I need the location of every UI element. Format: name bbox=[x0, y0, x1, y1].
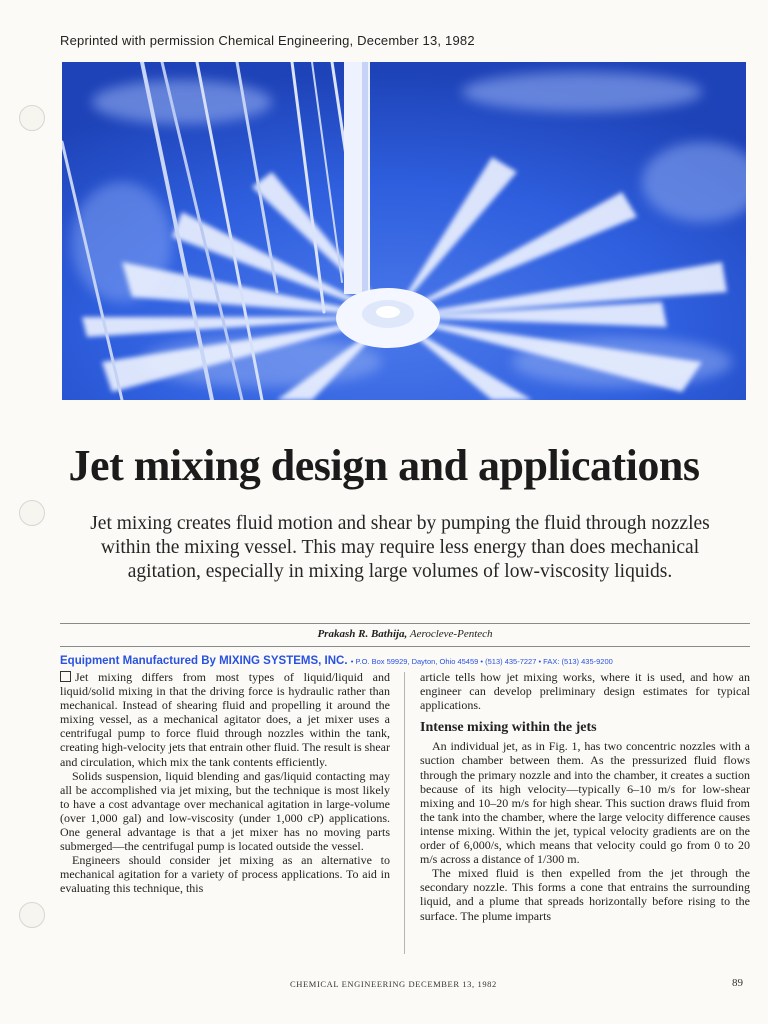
running-footer: CHEMICAL ENGINEERING DECEMBER 13, 1982 bbox=[290, 979, 497, 989]
article-deck: Jet mixing creates fluid motion and shear by pumping the fluid through nozzles within the mixing vessel. This may require less energy than does mechanical agitation, especially in mixing large volumes of low-viscosity liquids. bbox=[90, 513, 710, 582]
manufacturer-banner bbox=[60, 655, 613, 667]
checkbox-icon bbox=[60, 671, 71, 682]
column-divider bbox=[404, 672, 405, 954]
section-heading: Intense mixing within the jets bbox=[420, 720, 597, 736]
paragraph: Jet mixing differs from most types of liquid/liquid and liquid/solid mixing in that the driving force is hydraulic rather than mechanical. Instead of shearing fluid and propelling it around the mixing vessel, as a mechanical agitator does, a jet mixer uses a centrifugal pump to force fluid through nozzles within the tank, creating high-velocity jets that entrain other fluid. The result is shear and circulation, which mix the tank contents efficiently. bbox=[60, 670, 390, 769]
paragraph: An individual jet, as in Fig. 1, has two concentric nozzles with a suction chamber between them. As the pressurized fluid flows through the primary nozzle and into the chamber, it creates a suction because of its high velocity—typically 6–10 m/s for low-shear mixing and 10–20 m/s for high shear. This suction draws fluid from the tank into the chamber, where the large velocity difference causes intense mixing. Within the jet, typical velocity gradients are on the order of 6,000/s, which means that velocity could go from 0 to 20 m/s across a distance of 1/300 m. bbox=[420, 739, 750, 867]
left-column bbox=[60, 670, 390, 896]
reprint-notice: Reprinted with permission Chemical Engineering, December 13, 1982 bbox=[60, 33, 475, 48]
paragraph: Solids suspension, liquid blending and gas/liquid contacting may all be accomplished via jet mixing, but the technique is most likely to have a cost advantage over mechanical agitation in large-volume (over 1,000 gal) and low-viscosity (under 1,000 cP) applications. One general advantage is that a jet mixer has no moving parts submerged—the centrifugal pump is located outside the vessel. bbox=[60, 768, 390, 854]
manufacturer-address: • P.O. Box 59929, Dayton, Ohio 45459 • (513) 435-7227 • FAX: (513) 435-9200 bbox=[350, 657, 613, 666]
right-column bbox=[420, 670, 750, 923]
page-number: 89 bbox=[732, 977, 743, 989]
paragraph: The mixed fluid is then expelled from the jet through the secondary nozzle. This forms a cone that entrains the surrounding liquid, and a plume that spreads horizontally before rising to the surface. The plume imparts bbox=[420, 866, 750, 923]
author-affiliation: Aerocleve-Pentech bbox=[409, 628, 493, 640]
binder-hole-middle bbox=[19, 500, 45, 526]
jet-mixer-photo bbox=[62, 62, 746, 400]
manufacturer-name: Equipment Manufactured By MIXING SYSTEMS, INC. bbox=[60, 655, 348, 667]
paragraph: article tells how jet mixing works, where it is used, and how an engineer can develop preliminary design estimates for typical applications. bbox=[420, 670, 750, 713]
top-rule bbox=[60, 623, 750, 624]
article-title: Jet mixing design and applications bbox=[68, 441, 700, 490]
paragraph: Engineers should consider jet mixing as an alternative to mechanical agitation for a variety of process applications. To aid in evaluating this technique, this bbox=[60, 853, 390, 896]
binder-hole-bottom bbox=[19, 902, 45, 928]
binder-hole-top bbox=[19, 105, 45, 131]
jet-mixer-illustration bbox=[62, 62, 746, 400]
author-name: Prakash R. Bathija, bbox=[317, 628, 408, 640]
bottom-rule bbox=[60, 646, 750, 647]
byline bbox=[60, 628, 750, 640]
